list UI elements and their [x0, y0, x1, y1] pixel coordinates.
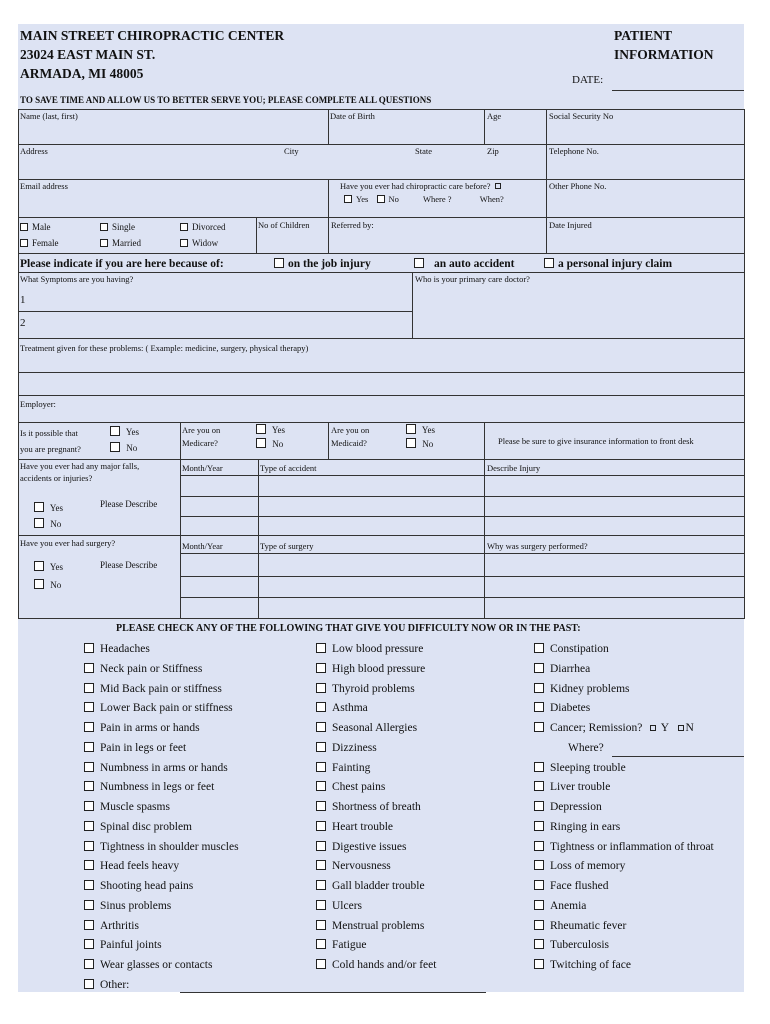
date-label: DATE:	[572, 74, 604, 86]
medicare-q1: Are you on	[182, 425, 221, 435]
checkbox-icon[interactable]	[316, 841, 326, 851]
checklist-item[interactable]	[316, 780, 385, 794]
checkbox-icon[interactable]	[84, 702, 94, 712]
checkbox-icon[interactable]	[316, 781, 326, 791]
checkbox-icon[interactable]	[316, 939, 326, 949]
checklist-item-label: Headaches	[100, 643, 150, 655]
checkbox-icon[interactable]	[316, 801, 326, 811]
checklist-item-label: Thyroid problems	[332, 682, 415, 695]
checklist-heading: PLEASE CHECK ANY OF THE FOLLOWING THAT GIVE YOU DIFFICULTY NOW OR IN THE PAST:	[116, 623, 581, 634]
ssn-label: Social Security No	[549, 111, 614, 121]
checklist-item[interactable]	[534, 701, 590, 715]
male-option[interactable]: Male	[20, 222, 51, 233]
medicare-q2: Medicare?	[182, 438, 218, 448]
checklist-item[interactable]	[84, 701, 233, 715]
checklist-item[interactable]	[534, 820, 620, 834]
checkbox-icon[interactable]	[84, 742, 94, 752]
checklist-item[interactable]	[316, 721, 417, 735]
checklist-item[interactable]	[84, 859, 179, 873]
remission-options	[642, 722, 694, 734]
other-phone-label: Other Phone No.	[549, 181, 607, 191]
reason-auto-option[interactable]: an auto accident	[414, 257, 515, 271]
checklist-item[interactable]	[534, 879, 608, 893]
symptom-line-2[interactable]: 2	[20, 317, 26, 329]
checklist-item-label: Diarrhea	[550, 662, 591, 675]
checkbox-icon[interactable]	[534, 821, 544, 831]
checklist-item-label: Muscle spasms	[100, 801, 170, 813]
checklist-item-label: Low blood pressure	[332, 643, 424, 655]
checkbox-icon[interactable]	[84, 781, 94, 791]
checklist-item[interactable]	[534, 899, 586, 913]
checklist-item-label: Chest pains	[332, 781, 386, 794]
table-line	[18, 253, 744, 254]
checklist-item-label: Gall bladder trouble	[332, 880, 425, 892]
checklist-item-label: Loss of memory	[550, 860, 626, 873]
checklist-item[interactable]	[316, 840, 406, 854]
checkbox-icon[interactable]	[84, 683, 94, 693]
female-option[interactable]: Female	[20, 238, 59, 249]
checklist-item[interactable]	[534, 938, 609, 952]
org-address: 23024 EAST MAIN ST.	[20, 47, 156, 62]
checklist-item-label: Shortness of breath	[332, 801, 421, 813]
checkbox-icon[interactable]	[316, 860, 326, 870]
checklist-item-label: Liver trouble	[550, 781, 611, 794]
doc-title-line1: PATIENT	[614, 28, 673, 43]
table-line	[18, 217, 744, 218]
checkbox-icon[interactable]	[84, 920, 94, 930]
checklist-item[interactable]	[316, 701, 368, 715]
checklist-item[interactable]	[84, 741, 186, 755]
checklist-item[interactable]	[534, 780, 610, 794]
table-line	[18, 109, 19, 459]
married-option[interactable]: Married	[100, 238, 141, 249]
org-name: MAIN STREET CHIROPRACTIC CENTER	[20, 28, 285, 43]
remission-yes-checkbox[interactable]	[650, 725, 656, 731]
checklist-item-label: Ringing in ears	[550, 820, 621, 833]
checklist-item[interactable]	[316, 919, 424, 933]
treatment-label: Treatment given for these problems: ( Example: medicine, surgery, physical therapy)	[20, 343, 309, 353]
table-line	[18, 179, 744, 180]
chiro-options: Yes No Where ? When?	[344, 194, 504, 204]
checklist-item[interactable]	[534, 761, 626, 775]
pregnant-q1: Is it possible that	[20, 428, 78, 438]
checkbox-icon[interactable]	[534, 663, 544, 673]
checklist-item-label: Arthritis	[100, 919, 139, 932]
checkbox-icon[interactable]	[316, 959, 326, 969]
pregnant-no-option[interactable]: No	[110, 442, 137, 454]
reason-label: Please indicate if you are here because of:	[20, 258, 224, 270]
checklist-item-label: Seasonal Allergies	[332, 722, 418, 734]
remission-yes-label: Y	[658, 722, 672, 734]
checklist-item[interactable]	[316, 662, 425, 676]
name-label: Name (last, first)	[20, 111, 78, 121]
checkbox-icon[interactable]	[534, 880, 544, 890]
checklist-item-label: Sinus problems	[100, 899, 172, 912]
checkbox-icon[interactable]	[316, 722, 326, 732]
chiro-extra-checkbox[interactable]	[495, 183, 501, 189]
checkbox-icon[interactable]	[84, 821, 94, 831]
checkbox-icon[interactable]	[316, 643, 326, 653]
single-option[interactable]: Single	[100, 222, 135, 233]
checklist-item-label: Shooting head pains	[100, 880, 194, 892]
divorced-option[interactable]: Divorced	[180, 222, 226, 233]
checklist-item-label: Pain in arms or hands	[100, 722, 200, 734]
cancer-where-line[interactable]	[612, 756, 744, 757]
checklist-item-label: Fainting	[332, 761, 371, 774]
pregnant-yes-option[interactable]: Yes	[110, 426, 139, 438]
checklist-item-label: Cancer; Remission?	[550, 722, 643, 734]
checklist-item[interactable]	[316, 859, 391, 873]
checklist-item[interactable]	[534, 800, 602, 814]
checklist-item[interactable]	[534, 642, 609, 656]
checklist-item-label: Twitching of face	[550, 959, 631, 971]
checkbox-icon[interactable]	[534, 959, 544, 969]
referred-label: Referred by:	[331, 220, 374, 230]
checklist-item[interactable]	[534, 721, 694, 735]
checkbox-icon[interactable]	[316, 762, 326, 772]
checkbox-icon[interactable]	[534, 643, 544, 653]
surgery-yes-option[interactable]: Yes	[34, 561, 63, 573]
checklist-item-label: Numbness in legs or feet	[100, 781, 215, 794]
checklist-item-label: Asthma	[332, 702, 368, 715]
checklist-item[interactable]	[534, 958, 631, 972]
checklist-item-label: Where?	[568, 741, 604, 754]
surgery-please-describe: Please Describe	[100, 560, 158, 570]
checklist-item-label: Cold hands and/or feet	[332, 959, 437, 971]
checkbox-icon[interactable]	[316, 742, 326, 752]
chiro-yes-checkbox[interactable]	[344, 195, 352, 203]
telephone-label: Telephone No.	[549, 146, 599, 156]
checklist-item-label: Sleeping trouble	[550, 761, 626, 774]
checkbox-icon[interactable]	[534, 781, 544, 791]
accidents-month-header: Month/Year	[182, 463, 223, 473]
checkbox-icon[interactable]	[84, 939, 94, 949]
checklist-item-label: Head feels heavy	[100, 860, 180, 873]
checklist-item[interactable]	[84, 879, 193, 893]
insurance-note: Please be sure to give insurance information to front desk	[498, 436, 694, 446]
checklist-item-label: Lower Back pain or stiffness	[100, 702, 233, 715]
state-label: State	[415, 146, 432, 156]
accidents-type-header: Type of accident	[260, 463, 317, 473]
employer-label: Employer:	[20, 399, 56, 409]
checklist-item[interactable]	[84, 899, 171, 913]
checklist-item[interactable]	[534, 840, 714, 854]
checkbox-icon[interactable]	[84, 801, 94, 811]
checklist-item[interactable]	[316, 820, 393, 834]
checkbox-icon[interactable]	[534, 722, 544, 732]
checklist-item-label: Depression	[550, 801, 602, 813]
checkbox-icon[interactable]	[534, 762, 544, 772]
checklist-item[interactable]	[534, 662, 590, 676]
address-label: Address	[20, 146, 48, 156]
checklist-item[interactable]	[84, 721, 200, 735]
checklist-item[interactable]	[84, 840, 239, 854]
medicaid-no-option[interactable]: No	[406, 438, 433, 450]
checklist-item-label: Wear glasses or contacts	[100, 959, 213, 971]
checklist-item-label: Kidney problems	[550, 682, 630, 695]
checklist-item[interactable]	[316, 741, 377, 755]
checklist-item-label: Spinal disc problem	[100, 820, 192, 833]
accidents-q1: Have you ever had any major falls,	[20, 461, 140, 471]
checklist-item[interactable]	[84, 662, 202, 676]
accidents-yes-option[interactable]: Yes	[34, 502, 63, 514]
checklist-item-label: Tuberculosis	[550, 939, 609, 952]
checklist-item[interactable]	[316, 879, 425, 893]
medicaid-q1: Are you on	[331, 425, 370, 435]
checkbox-icon[interactable]	[84, 762, 94, 772]
checklist-item-label: Face flushed	[550, 880, 609, 892]
checklist-item-label: Other:	[100, 978, 130, 991]
remission-no-label: N	[685, 722, 694, 734]
checklist-item[interactable]	[84, 958, 212, 972]
accidents-please-describe: Please Describe	[100, 499, 158, 509]
checklist-item[interactable]	[316, 958, 436, 972]
checklist-item-label: High blood pressure	[332, 662, 426, 675]
checklist-item[interactable]	[84, 800, 170, 814]
checklist-item[interactable]	[84, 761, 228, 775]
checkbox-icon[interactable]	[534, 801, 544, 811]
accidents-no-option[interactable]: No	[34, 518, 61, 530]
checklist-item-label: Nervousness	[332, 860, 391, 873]
accidents-q2: accidents or injuries?	[20, 473, 93, 483]
checkbox-icon[interactable]	[534, 683, 544, 693]
checkbox-icon[interactable]	[84, 841, 94, 851]
age-label: Age	[487, 111, 502, 121]
checklist-item[interactable]	[316, 682, 415, 696]
checkbox-icon[interactable]	[534, 939, 544, 949]
checklist-item-label: Mid Back pain or stiffness	[100, 682, 222, 695]
checklist-item[interactable]	[84, 820, 192, 834]
checklist-item-label: Neck pain or Stiffness	[100, 662, 203, 675]
surgery-q: Have you ever had surgery?	[20, 538, 116, 548]
remission-no-checkbox[interactable]	[678, 725, 684, 731]
accidents-describe-header: Describe Injury	[487, 463, 541, 473]
checklist-item[interactable]	[534, 682, 630, 696]
checklist-item[interactable]	[84, 919, 139, 933]
checkbox-icon[interactable]	[84, 900, 94, 910]
checklist-item-label: Diabetes	[550, 702, 591, 715]
checkbox-icon[interactable]	[84, 722, 94, 732]
checklist-item-label: Painful joints	[100, 939, 162, 952]
checklist-item-label: Heart trouble	[332, 820, 393, 833]
checklist-item[interactable]	[84, 642, 150, 656]
checklist-item[interactable]	[316, 938, 367, 952]
checkbox-icon[interactable]	[84, 979, 94, 989]
children-label: No of Children	[258, 220, 310, 230]
checkbox-icon[interactable]	[534, 920, 544, 930]
checkbox-icon[interactable]	[316, 683, 326, 693]
table-line	[18, 144, 744, 145]
checklist-item-label: Constipation	[550, 643, 609, 655]
doc-title-line2: INFORMATION	[614, 47, 714, 62]
checkbox-icon[interactable]	[84, 663, 94, 673]
checklist-item-label: Digestive issues	[332, 840, 407, 853]
checklist-item[interactable]	[84, 682, 222, 696]
medicaid-yes-option[interactable]: Yes	[406, 424, 435, 436]
checklist-item-label: Dizziness	[332, 741, 377, 754]
checkbox-icon[interactable]	[316, 900, 326, 910]
checkbox-icon[interactable]	[84, 643, 94, 653]
zip-label: Zip	[487, 146, 499, 156]
surgery-type-header: Type of surgery	[260, 541, 314, 551]
checkbox-icon[interactable]	[316, 702, 326, 712]
checkbox-icon[interactable]	[84, 959, 94, 969]
reason-job-option[interactable]: on the job injury	[274, 257, 371, 271]
checkbox-icon[interactable]	[84, 880, 94, 890]
checkbox-icon[interactable]	[534, 841, 544, 851]
surgery-why-header: Why was surgery performed?	[487, 541, 588, 551]
checklist-item-label: Tightness in shoulder muscles	[100, 840, 239, 853]
email-label: Email address	[20, 181, 68, 191]
checklist-item-label: Rheumatic fever	[550, 919, 627, 932]
other-input-line[interactable]	[180, 992, 486, 993]
checkbox-icon[interactable]	[316, 880, 326, 890]
medicare-yes-option[interactable]: Yes	[256, 424, 285, 436]
checklist-item-label: Numbness in arms or hands	[100, 761, 228, 774]
table-line	[18, 109, 744, 110]
checklist-item[interactable]	[534, 919, 626, 933]
surgery-month-header: Month/Year	[182, 541, 223, 551]
checkbox-icon[interactable]	[316, 663, 326, 673]
reason-claim-option[interactable]: a personal injury claim	[544, 257, 672, 271]
checklist-item[interactable]	[84, 938, 162, 952]
checklist-item[interactable]	[316, 642, 423, 656]
checkbox-icon[interactable]	[534, 900, 544, 910]
checklist-item[interactable]	[534, 859, 625, 873]
date-input-line[interactable]	[612, 90, 744, 91]
checklist-item-label: Menstrual problems	[332, 919, 425, 932]
checklist-item-label: Anemia	[550, 899, 587, 912]
primary-doctor-label: Who is your primary care doctor?	[415, 274, 530, 284]
chiro-before-label: Have you ever had chiropractic care before?	[340, 181, 503, 191]
table-line	[744, 109, 745, 459]
checkbox-icon[interactable]	[316, 920, 326, 930]
checklist-item-label: Pain in legs or feet	[100, 741, 187, 754]
pregnant-q2: you are pregnant?	[20, 444, 81, 454]
checklist-item-label: Tightness or inflammation of throat	[550, 840, 714, 853]
checklist-item-label: Ulcers	[332, 899, 363, 912]
widow-option[interactable]: Widow	[180, 238, 218, 249]
instructions: TO SAVE TIME AND ALLOW US TO BETTER SERVE YOU; PLEASE COMPLETE ALL QUESTIONS	[20, 95, 432, 105]
symptom-line-1[interactable]: 1	[20, 294, 26, 306]
checklist-item[interactable]	[316, 800, 421, 814]
checklist-item[interactable]	[316, 899, 362, 913]
checklist-item	[568, 741, 604, 755]
surgery-no-option[interactable]: No	[34, 579, 61, 591]
checkbox-icon[interactable]	[84, 860, 94, 870]
checklist-item[interactable]	[84, 780, 214, 794]
checkbox-icon[interactable]	[534, 702, 544, 712]
checklist-item[interactable]	[84, 978, 129, 992]
symptoms-label: What Symptoms are you having?	[20, 274, 134, 284]
medicaid-q2: Medicaid?	[331, 438, 367, 448]
org-city: ARMADA, MI 48005	[20, 66, 144, 81]
form-sheet	[18, 24, 744, 992]
dob-label: Date of Birth	[330, 111, 375, 121]
city-label: City	[284, 146, 299, 156]
checkbox-icon[interactable]	[316, 821, 326, 831]
checkbox-icon[interactable]	[534, 860, 544, 870]
checklist-item[interactable]	[316, 761, 370, 775]
date-injured-label: Date Injured	[549, 220, 592, 230]
medicare-no-option[interactable]: No	[256, 438, 283, 450]
checklist-item-label: Fatigue	[332, 939, 367, 952]
chiro-no-checkbox[interactable]	[377, 195, 385, 203]
